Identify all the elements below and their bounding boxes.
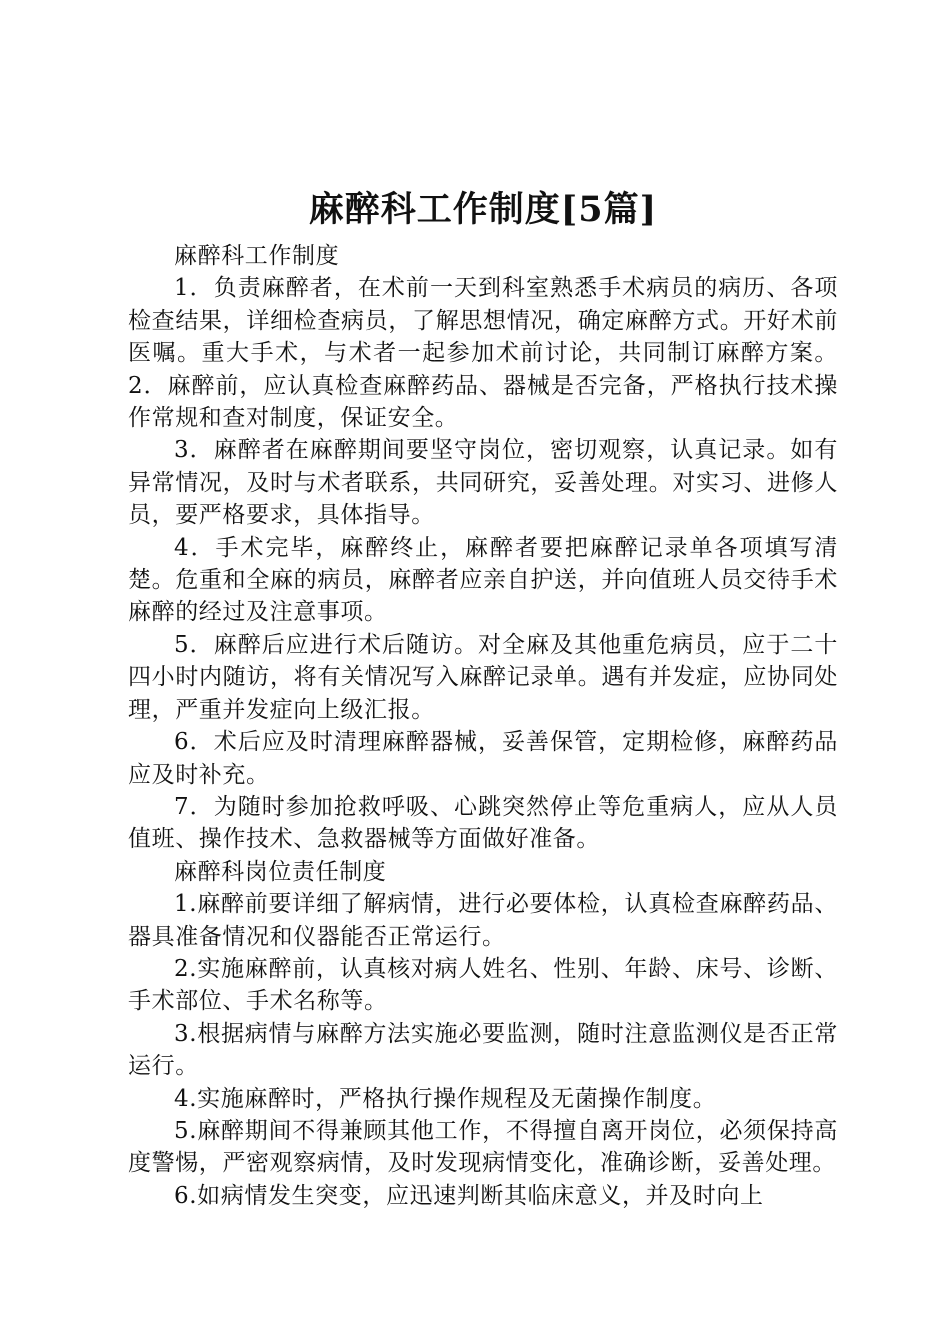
work-system-item-4: 4．手术完毕，麻醉终止，麻醉者要把麻醉记录单各项填写清楚。危重和全麻的病员，麻醉者应亲自护送，并向值班人员交待手术麻醉的经过及注意事项。 bbox=[128, 534, 838, 626]
responsibility-item-3: 3.根据病情与麻醉方法实施必要监测，随时注意监测仪是否正常运行。 bbox=[128, 1020, 838, 1080]
responsibility-item-5: 5.麻醉期间不得兼顾其他工作，不得擅自离开岗位，必须保持高度警惕，严密观察病情，及时发现病情变化，准确诊断，妥善处理。 bbox=[128, 1117, 838, 1177]
work-system-item-3: 3．麻醉者在麻醉期间要坚守岗位，密切观察，认真记录。如有异常情况，及时与术者联系，共同研究，妥善处理。对实习、进修人员，要严格要求，具体指导。 bbox=[128, 437, 838, 529]
document-page bbox=[128, 186, 838, 1212]
work-system-item-5: 5．麻醉后应进行术后随访。对全麻及其他重危病员，应于二十四小时内随访，将有关情况写入麻醉记录单。遇有并发症，应协同处理，严重并发症向上级汇报。 bbox=[128, 631, 838, 723]
responsibility-item-4: 4.实施麻醉时，严格执行操作规程及无菌操作制度。 bbox=[174, 1085, 717, 1112]
responsibility-item-2: 2.实施麻醉前，认真核对病人姓名、性别、年龄、床号、诊断、手术部位、手术名称等。 bbox=[128, 955, 838, 1015]
section-heading-work-system: 麻醉科工作制度 bbox=[174, 243, 340, 269]
responsibility-item-6: 6.如病情发生突变，应迅速判断其临床意义，并及时向上 bbox=[174, 1182, 764, 1209]
work-system-item-7: 7．为随时参加抢救呼吸、心跳突然停止等危重病人，应从人员值班、操作技术、急救器械等方面做好准备。 bbox=[128, 793, 838, 853]
document-title: 麻醉科工作制度[5篇] bbox=[308, 189, 658, 230]
work-system-item-6: 6．术后应及时清理麻醉器械，妥善保管，定期检修，麻醉药品应及时补充。 bbox=[128, 729, 838, 788]
section-heading-post-responsibility: 麻醉科岗位责任制度 bbox=[174, 858, 387, 885]
work-system-item-1-2: 1．负责麻醉者，在术前一天到科室熟悉手术病员的病历、各项检查结果，详细检查病员，了解思想情况，确定麻醉方式。开好术前医嘱。重大手术，与术者一起参加术前讨论，共同制订麻醉方案。2．麻醉前，应认真检查麻醉药品、器械是否完备，严格执行技术操作常规和查对制度，保证安全。 bbox=[128, 275, 838, 432]
responsibility-item-1: 1.麻醉前要详细了解病情，进行必要体检，认真检查麻醉药品、器具准备情况和仪器能否正常运行。 bbox=[128, 891, 838, 950]
